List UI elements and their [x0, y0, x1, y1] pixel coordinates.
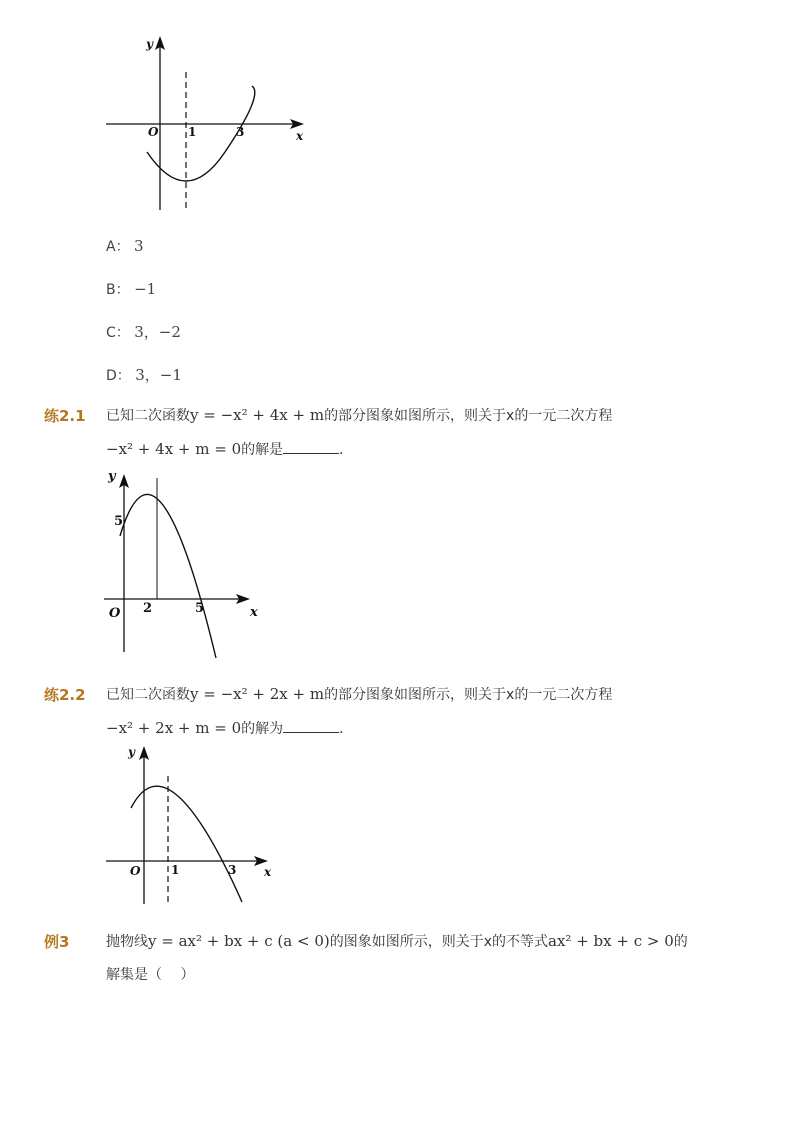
- tick-5-label: 5: [195, 601, 205, 616]
- text: 已知二次函数: [106, 408, 190, 424]
- example-3-line-1: [106, 931, 688, 951]
- problem-label-2-1: 练2.1: [44, 407, 86, 425]
- tick-1-label: 1: [188, 125, 197, 139]
- option-letter: B：: [106, 282, 130, 298]
- text: 的解为: [241, 721, 284, 737]
- tick-1-label: 1: [171, 863, 180, 877]
- y-axis-label: y: [108, 469, 116, 484]
- origin-label: O: [148, 125, 159, 139]
- text: 的解是: [241, 442, 284, 458]
- tick-3-label: 3: [228, 863, 237, 877]
- y-axis-label: y: [146, 37, 153, 51]
- option-a[interactable]: [106, 236, 144, 256]
- parabola-curve: [131, 786, 242, 902]
- option-value: 3: [134, 237, 144, 255]
- problem-label-2-2: 练2.2: [44, 686, 86, 704]
- option-b[interactable]: [106, 279, 156, 299]
- tick-3-label: 3: [236, 125, 245, 139]
- answer-blank[interactable]: [283, 720, 339, 733]
- option-value: 3，−2: [134, 323, 181, 341]
- answer-blank[interactable]: [283, 441, 339, 454]
- example-3-line-2: 解集是（ ）: [106, 967, 195, 983]
- parabola-curve: [120, 494, 216, 658]
- equation: −x² + 4x + m = 0: [106, 440, 242, 458]
- option-d[interactable]: [106, 364, 182, 385]
- problem-2-1-line-1: [106, 405, 612, 425]
- x-axis-label: x: [264, 865, 272, 879]
- y-axis-label: y: [128, 745, 135, 759]
- graph-1: [100, 30, 320, 220]
- text: 抛物线: [106, 934, 148, 950]
- option-value: −1: [134, 280, 157, 298]
- text: 的: [673, 934, 688, 950]
- graph-2-2: [100, 740, 280, 910]
- inequality: ax² + bx + c > 0: [548, 932, 674, 950]
- x-axis-label: x: [296, 129, 304, 143]
- x-axis-label: x: [250, 605, 258, 620]
- text: 的部分图象如图所示，则关于x的一元二次方程: [324, 687, 613, 703]
- text: 已知二次函数: [106, 687, 190, 703]
- y-tick-5-label: 5: [114, 514, 124, 529]
- option-letter: A：: [106, 239, 130, 255]
- equation: −x² + 2x + m = 0: [106, 719, 242, 737]
- function-expression: y = −x² + 2x + m: [190, 685, 325, 703]
- example-label-3: 例3: [44, 933, 70, 951]
- text: 的图象如图所示，则关于x的不等式: [329, 934, 549, 950]
- tick-2-label: 2: [143, 601, 153, 616]
- problem-2-2-line-2: [106, 718, 353, 738]
- problem-2-2-line-1: [106, 684, 612, 704]
- function-expression: y = −x² + 4x + m: [190, 406, 325, 424]
- parabola-expression: y = ax² + bx + c (a < 0): [148, 932, 330, 950]
- graph-2-1: [100, 462, 280, 662]
- text: 的部分图象如图所示，则关于x的一元二次方程: [324, 408, 613, 424]
- option-value: 3，−1: [135, 366, 182, 384]
- option-letter: C：: [106, 325, 130, 341]
- text: ．: [339, 442, 354, 458]
- origin-label: O: [109, 606, 121, 621]
- problem-2-1-line-2: [106, 439, 353, 459]
- text: ．: [339, 721, 354, 737]
- option-c[interactable]: [106, 321, 181, 342]
- origin-label: O: [130, 864, 141, 878]
- option-letter: D：: [106, 368, 131, 384]
